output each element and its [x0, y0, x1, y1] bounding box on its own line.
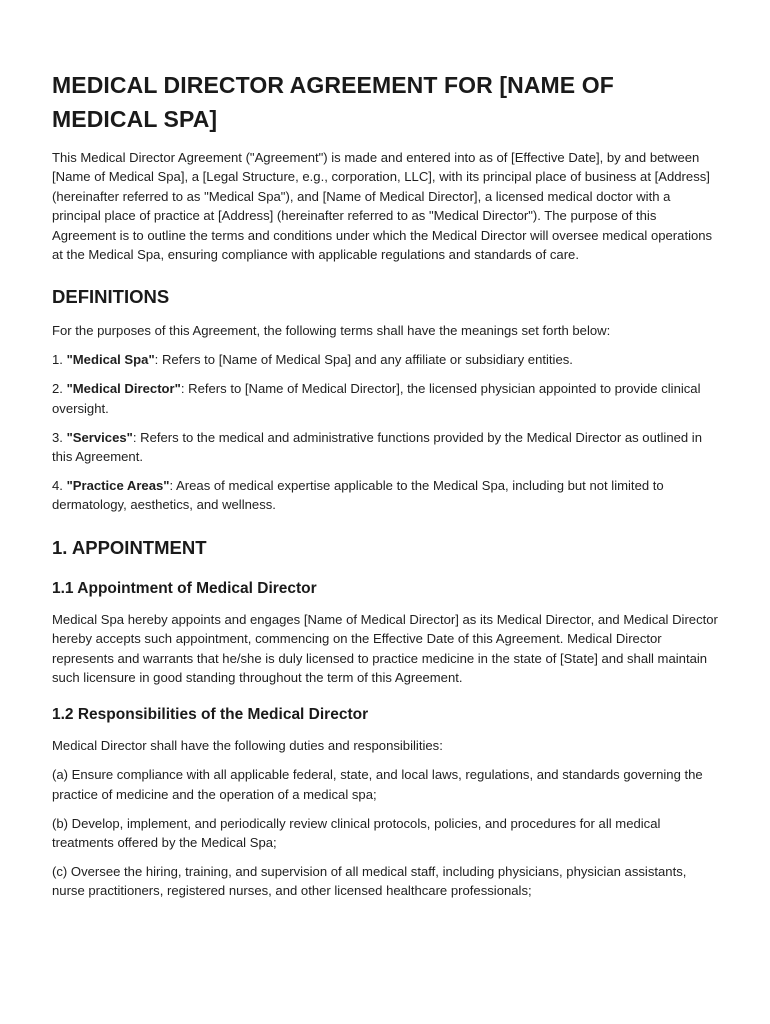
document-title: MEDICAL DIRECTOR AGREEMENT FOR [NAME OF MEDICAL SPA]: [52, 72, 614, 132]
section-1-1-body: Medical Spa hereby appoints and engages [Name of Medical Director] as its Medical Director, and Medical Director hereby accepts such appointment, commencing on the Effective Date of this Agreement. Medical Director represents and warrants that he/she is duly licensed to practice medicine in the state of [State] and shall maintain such licensure in good standing throughout the term of this Agreement.: [52, 611, 718, 685]
definition-text: : Areas of medical expertise applicable to the Medical Spa, including but not limited to dermatology, aesthetics, and wellness.: [52, 477, 664, 513]
duty-item: (b) Develop, implement, and periodically review clinical protocols, policies, and procedures for all medical treatments offered by the Medical Spa;: [52, 815, 661, 850]
intro-paragraph: This Medical Director Agreement ("Agreement") is made and entered into as of [Effective Date], by and between [Name of Medical Spa], a [Legal Structure, e.g., corporation, LLC], with its principal place of business at [Address] (hereinafter referred to as "Medical Spa"), and [Name of Medical Director], a licensed medical doctor with a principal place of practice at [Address] (hereinafter referred to as "Medical Director"). The purpose of this Agreement is to outline the terms and conditions under which the Medical Director will oversee medical operations at the Medical Spa, ensuring compliance with applicable regulations and standards of care.: [52, 150, 713, 263]
duty-item: (a) Ensure compliance with all applicable federal, state, and local laws, regulations, and standards governing the practice of medicine and the operation of a medical spa;: [52, 767, 703, 802]
definition-item: [52, 476, 718, 515]
definition-number: 3.: [52, 429, 67, 445]
definition-item: [52, 428, 718, 467]
definition-term: "Services": [66, 429, 133, 445]
section-1-2-intro: Medical Director shall have the following duties and responsibilities:: [52, 738, 443, 754]
definitions-intro: For the purposes of this Agreement, the following terms shall have the meanings set forth below:: [52, 323, 611, 339]
definition-item: [52, 379, 718, 418]
section-1-2-heading: 1.2 Responsibilities of the Medical Director: [52, 706, 369, 724]
definition-term: "Medical Spa": [66, 352, 155, 368]
definition-item: [52, 350, 718, 369]
definition-term: "Practice Areas": [66, 477, 170, 493]
definition-text: : Refers to the medical and administrative functions provided by the Medical Director as outlined in this Agreement.: [52, 429, 702, 464]
appointment-heading: 1. APPOINTMENT: [52, 536, 207, 558]
definition-number: 4.: [52, 477, 67, 493]
definition-text: : Refers to [Name of Medical Spa] and any affiliate or subsidiary entities.: [154, 352, 573, 368]
definition-number: 1.: [52, 352, 67, 368]
definition-number: 2.: [52, 381, 67, 397]
definition-term: "Medical Director": [66, 381, 181, 397]
section-1-1-heading: 1.1 Appointment of Medical Director: [52, 579, 317, 597]
duty-item: (c) Oversee the hiring, training, and supervision of all medical staff, including physicians, physician assistants, nurse practitioners, registered nurses, and other licensed healthcare professionals;: [52, 863, 687, 899]
document-content: [52, 68, 718, 901]
definitions-heading: DEFINITIONS: [52, 286, 170, 308]
definition-text: : Refers to [Name of Medical Director], the licensed physician appointed to provide clinical oversight.: [52, 381, 701, 416]
